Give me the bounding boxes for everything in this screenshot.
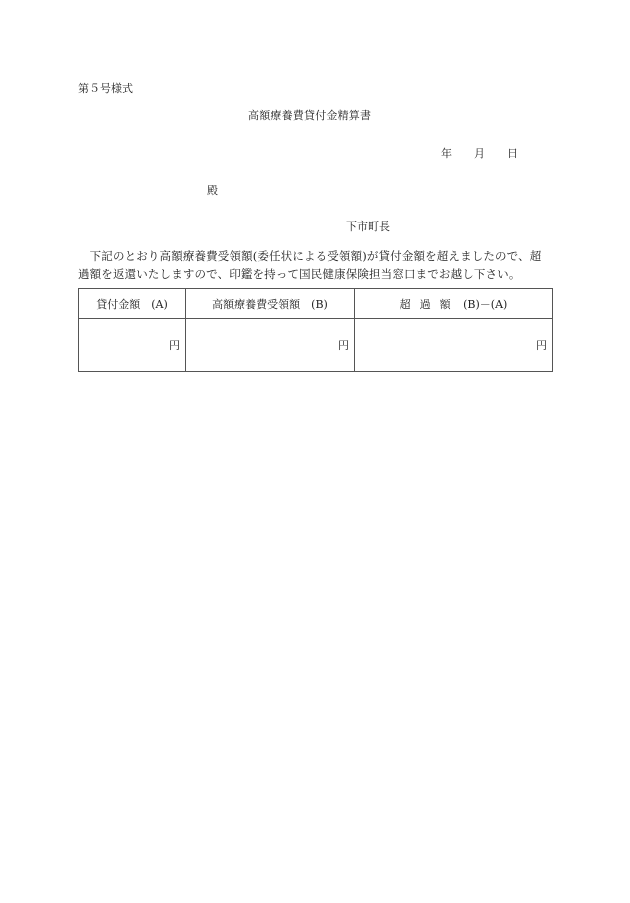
- table-header-row: [79, 289, 553, 319]
- yen-unit: 円: [338, 339, 349, 352]
- body-paragraph: 下記のとおり高額療養費受領額(委任状による受領額)が貸付金額を超えましたので、超過額を返還いたしますので、印鑑を持って国民健康保険担当窓口までお越し下さい。: [78, 249, 542, 281]
- yen-unit: 円: [536, 339, 547, 352]
- month-label: 月: [474, 147, 485, 160]
- addressee-honorific: 殿: [207, 184, 218, 197]
- form-number: 第５号様式: [78, 82, 133, 95]
- header-excess-label: 超過額: [399, 297, 460, 311]
- year-label: 年: [441, 147, 452, 160]
- document-title: 高額療養費貸付金精算書: [248, 109, 372, 122]
- yen-unit: 円: [169, 339, 180, 352]
- settlement-table: [78, 288, 553, 372]
- header-received-amount: 高額療養費受領額 (B): [186, 289, 355, 319]
- table-value-row: [79, 319, 553, 372]
- day-label: 日: [507, 147, 518, 160]
- loan-amount-cell: [79, 319, 186, 372]
- issuer-name: 下市町長: [346, 220, 390, 233]
- header-excess-formula: (B)－(A): [463, 297, 508, 311]
- header-loan-amount: 貸付金額 (A): [79, 289, 186, 319]
- excess-amount-cell: [355, 319, 553, 372]
- date-line: [441, 147, 518, 161]
- header-excess-amount: [355, 289, 553, 319]
- received-amount-cell: [186, 319, 355, 372]
